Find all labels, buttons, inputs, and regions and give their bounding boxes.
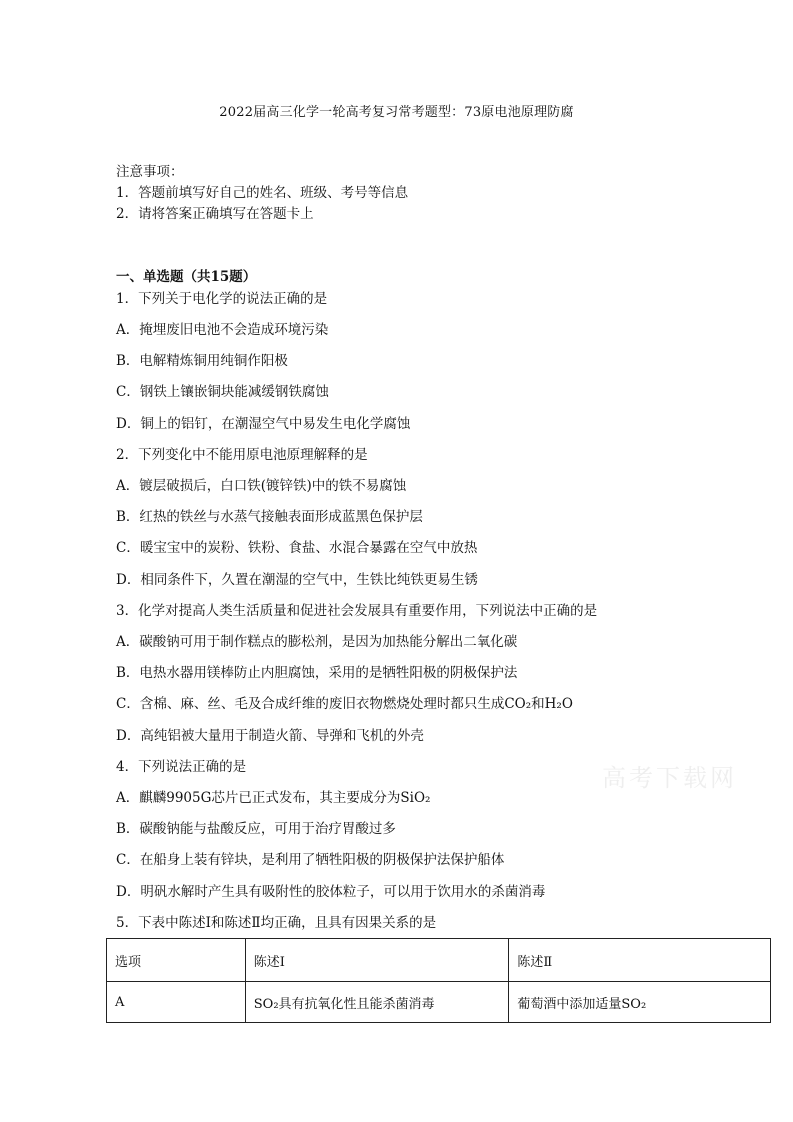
question-option: D．相同条件下，久置在潮湿的空气中，生铁比纯铁更易生锈	[116, 572, 478, 588]
document-title: 2022届高三化学一轮高考复习常考题型：73原电池原理防腐	[219, 105, 574, 120]
question-option: C．含棉、麻、丝、毛及合成纤维的废旧衣物燃烧处理时都只生成CO₂和H₂O	[116, 696, 573, 712]
statement-table	[106, 938, 771, 1023]
question-option: C．钢铁上镶嵌铜块能减缓钢铁腐蚀	[116, 384, 329, 400]
question-stem: 4．下列说法正确的是	[116, 759, 247, 775]
question-option: C．在船身上装有锌块，是利用了牺牲阳极的阴极保护法保护船体	[116, 852, 505, 868]
table-row	[107, 982, 771, 1023]
question-option: B．红热的铁丝与水蒸气接触表面形成蓝黑色保护层	[116, 509, 423, 525]
question-option: B．碳酸钠能与盐酸反应，可用于治疗胃酸过多	[116, 821, 396, 837]
question-stem: 5．下表中陈述Ⅰ和陈述Ⅱ均正确，且具有因果关系的是	[116, 915, 437, 931]
question-stem: 1．下列关于电化学的说法正确的是	[116, 291, 328, 307]
question-option: D．明矾水解时产生具有吸附性的胶体粒子，可以用于饮用水的杀菌消毒	[116, 884, 546, 900]
table-cell: 葡萄酒中添加适量SO₂	[509, 982, 771, 1023]
question-option: C．暖宝宝中的炭粉、铁粉、食盐、水混合暴露在空气中放热	[116, 540, 478, 556]
question-option: D．高纯铝被大量用于制造火箭、导弹和飞机的外壳	[116, 728, 424, 744]
question-option: A．镀层破损后，白口铁(镀锌铁)中的铁不易腐蚀	[116, 478, 407, 494]
watermark: 高考下载网	[602, 764, 737, 792]
question-stem: 2．下列变化中不能用原电池原理解释的是	[116, 447, 368, 463]
question-option: A．碳酸钠可用于制作糕点的膨松剂，是因为加热能分解出二氧化碳	[116, 634, 518, 650]
question-option: B．电热水器用镁棒防止内胆腐蚀，采用的是牺牲阳极的阴极保护法	[116, 665, 518, 681]
question-option: B．电解精炼铜用纯铜作阳极	[116, 353, 288, 369]
notes-item: 2．请将答案正确填写在答题卡上	[116, 206, 314, 222]
question-option: A．掩埋废旧电池不会造成环境污染	[116, 322, 329, 338]
table-cell: SO₂具有抗氧化性且能杀菌消毒	[245, 982, 509, 1023]
notes-item: 1．答题前填写好自己的姓名、班级、考号等信息	[116, 185, 409, 201]
question-option: A．麒麟9905G芯片已正式发布，其主要成分为SiO₂	[116, 790, 431, 806]
table-header-cell: 陈述Ⅱ	[509, 939, 771, 982]
table-header-row	[107, 939, 771, 982]
question-stem: 3．化学对提高人类生活质量和促进社会发展具有重要作用，下列说法中正确的是	[116, 603, 598, 619]
notes-heading: 注意事项：	[116, 164, 184, 180]
table-cell: A	[107, 982, 246, 1023]
table-header-cell: 陈述Ⅰ	[245, 939, 509, 982]
notes-block	[116, 162, 408, 225]
table-header-cell: 选项	[107, 939, 246, 982]
section-title: 一、单选题（共15题）	[116, 269, 257, 285]
question-option: D．铜上的铝钉，在潮湿空气中易发生电化学腐蚀	[116, 416, 411, 432]
